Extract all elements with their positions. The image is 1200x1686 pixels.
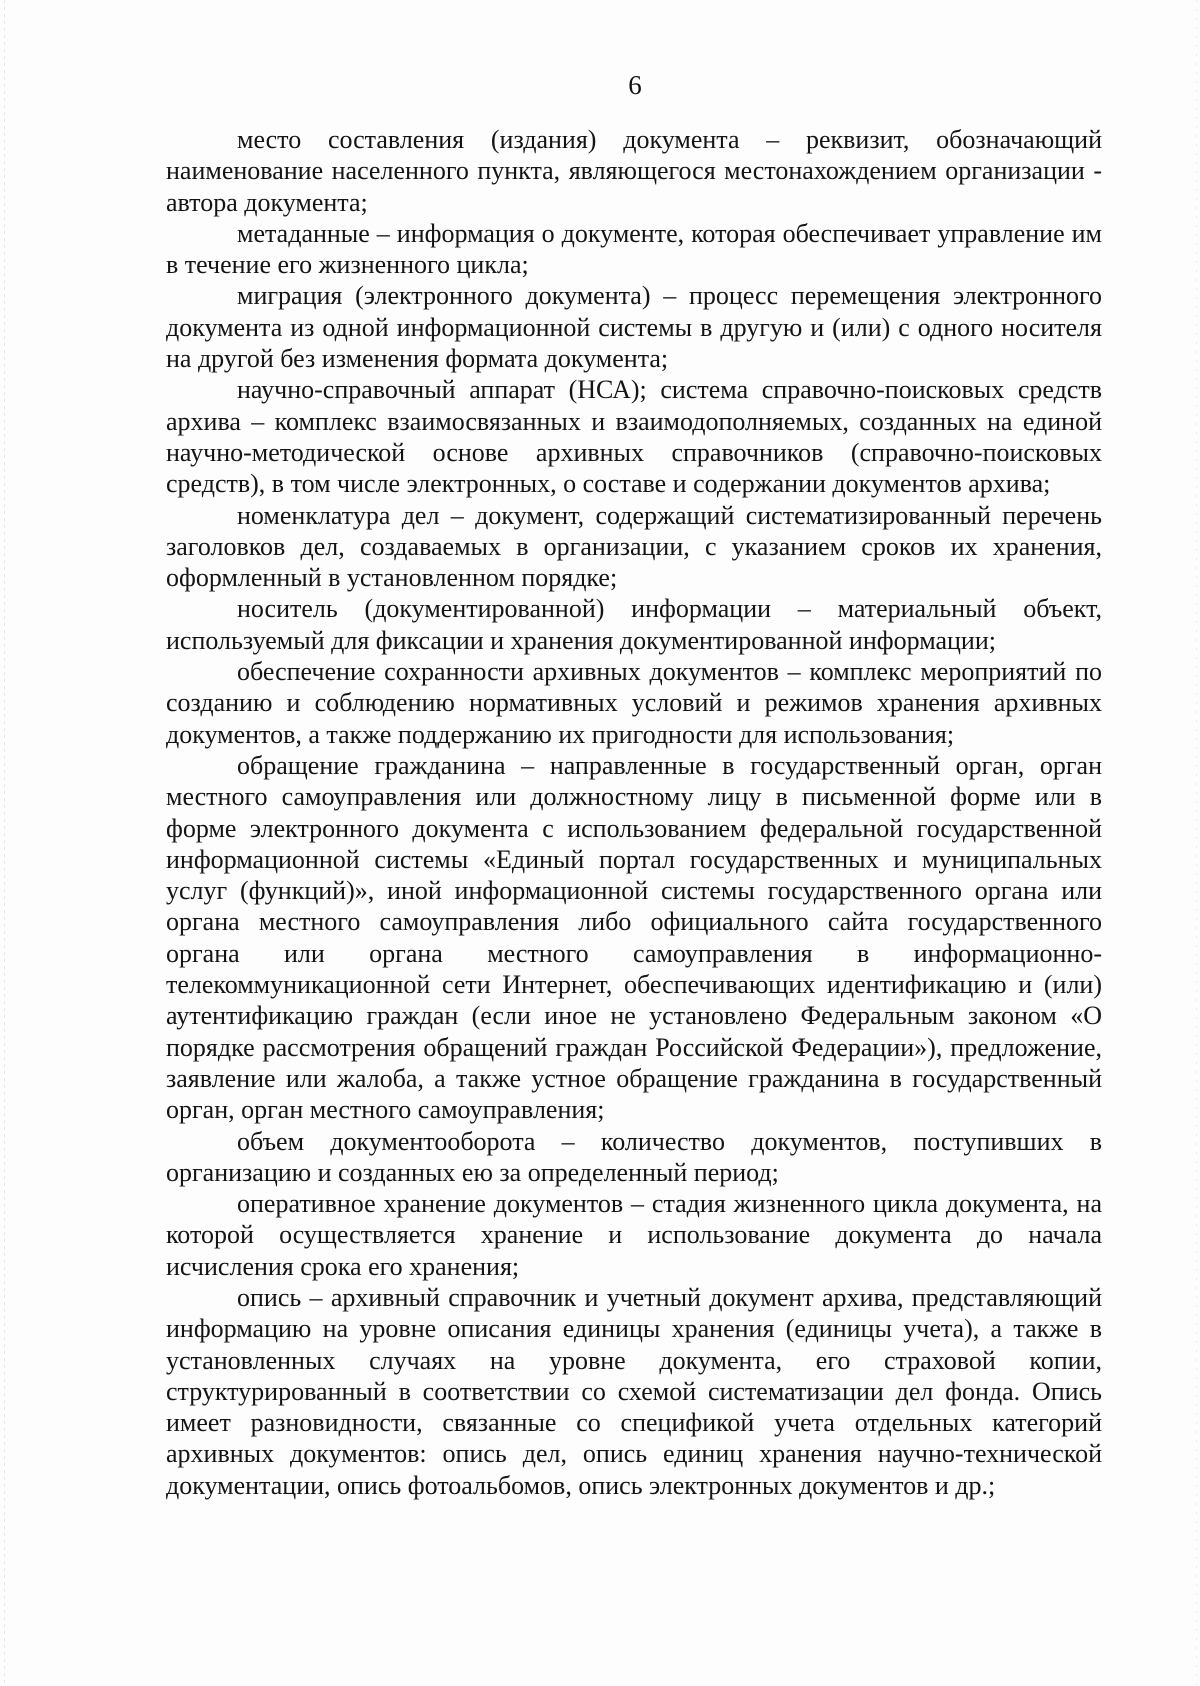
page-number: 6 bbox=[628, 70, 642, 100]
definition-paragraph: опись – архивный справочник и учетный документ архива, представляющий информацию на уровне описания единицы хранения (единицы учета), а также в установленных случаях на уровне документа, его страховой копии, структурированный в соответствии со схемой систематизации дел фонда. Опись имеет разновидности, связанные со спецификой учета отдельных категорий архивных документов: опись дел, опись единиц хранения научно-технической документации, опись фотоальбомов, опись электронных документов и др.; bbox=[166, 1282, 1102, 1500]
definition-paragraph: объем документооборота – количество документов, поступивших в организацию и созданных ею за определенный период; bbox=[166, 1126, 1102, 1187]
definition-paragraph: научно-справочный аппарат (НСА); система справочно-поисковых средств архива – комплекс взаимосвязанных и взаимодополняемых, созданных на единой научно-методической основе архивных справочников (справочно-поисковых средств), в том числе электронных, о составе и содержании документов архива; bbox=[166, 375, 1102, 499]
scan-edge-right bbox=[1196, 0, 1197, 1686]
definition-paragraph: метаданные – информация о документе, которая обеспечивает управление им в течение его жизненного цикла; bbox=[166, 218, 1102, 280]
document-body bbox=[166, 124, 1102, 1501]
scan-edge-left bbox=[4, 0, 5, 1686]
definition-paragraph: обеспечение сохранности архивных документов – комплекс мероприятий по созданию и соблюдению нормативных условий и режимов хранения архивных документов, а также поддержанию их пригодности для использования; bbox=[166, 657, 1102, 749]
definition-paragraph: миграция (электронного документа) – процесс перемещения электронного документа из одной информационной системы в другую и (или) с одного носителя на другой без изменения формата документа; bbox=[166, 281, 1102, 374]
definition-paragraph: место составления (издания) документа – реквизит, обозначающий наименование населенного пункта, являющегося местонахождением организации - автора документа; bbox=[166, 125, 1102, 217]
definition-paragraph: обращение гражданина – направленные в государственный орган, орган местного самоуправления или должностному лицу в письменной форме или в форме электронного документа с использованием федеральной государственной информационной системы «Единый портал государственных и муниципальных услуг (функций)», иной информационной системы государственного органа или органа местного самоуправления либо официального сайта государственного органа или органа местного самоуправления в информационно-телекоммуникационной сети Интернет, обеспечивающих идентификацию и (или) аутентификацию граждан (если иное не установлено Федеральным законом «О порядке рассмотрения обращений граждан Российской Федерации»), предложение, заявление или жалоба, а также устное обращение гражданина в государственный орган, орган местного самоуправления; bbox=[166, 750, 1102, 1125]
definition-paragraph: носитель (документированной) информации – материальный объект, используемый для фиксации и хранения документированной информации; bbox=[166, 594, 1102, 655]
definition-paragraph: номенклатура дел – документ, содержащий систематизированный перечень заголовков дел, создаваемых в организации, с указанием сроков их хранения, оформленный в установленном порядке; bbox=[166, 500, 1102, 593]
definition-paragraph: оперативное хранение документов – стадия жизненного цикла документа, на которой осуществляется хранение и использование документа до начала исчисления срока его хранения; bbox=[166, 1189, 1102, 1281]
